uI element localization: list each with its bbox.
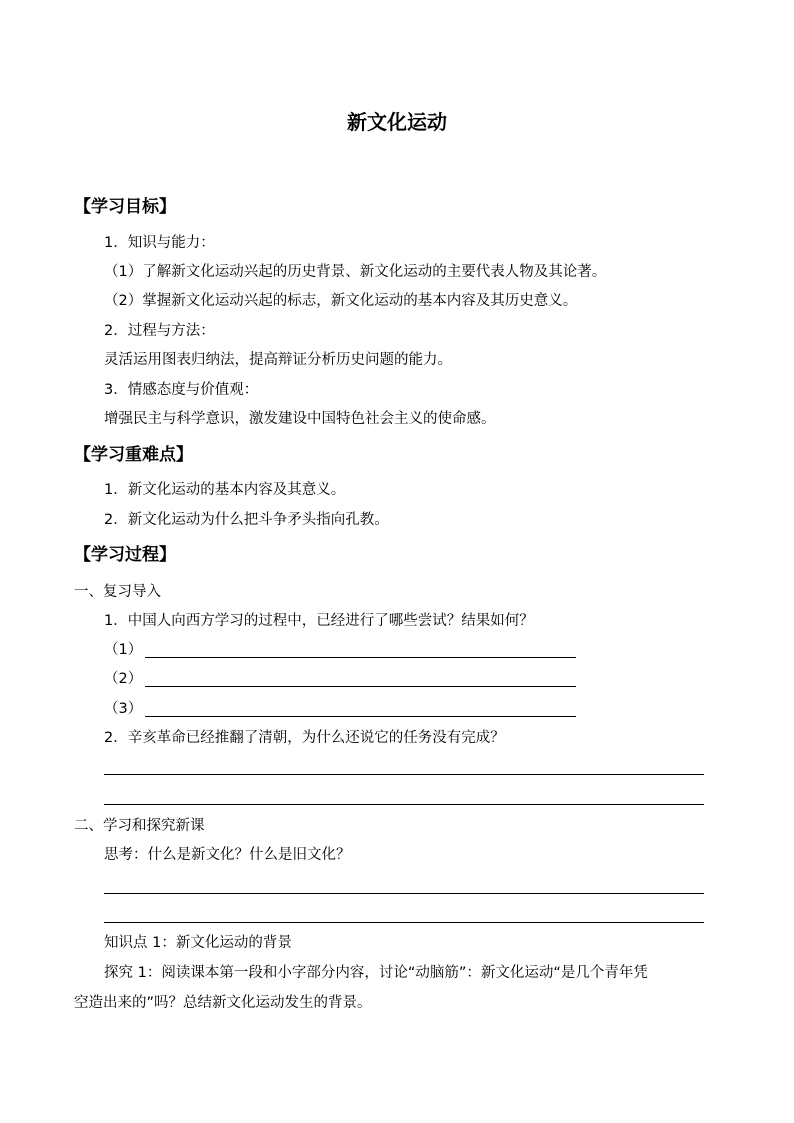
goals-line: 3．情感态度与价值观： bbox=[104, 382, 259, 398]
answer-line bbox=[145, 686, 576, 687]
think-question: 思考：什么是新文化？什么是旧文化？ bbox=[104, 847, 351, 863]
goals-heading: 【学习目标】 bbox=[74, 197, 176, 217]
question-1: 1．中国人向西方学习的过程中，已经进行了哪些尝试？结果如何？ bbox=[104, 613, 534, 629]
explore-1-line: 空造出来的”吗？总结新文化运动发生的背景。 bbox=[74, 995, 372, 1011]
question-2: 2．辛亥革命已经推翻了清朝，为什么还说它的任务没有完成？ bbox=[104, 730, 505, 746]
part1-title: 一、复习导入 bbox=[74, 584, 161, 600]
goals-line: 增强民主与科学意识，激发建设中国特色社会主义的使命感。 bbox=[104, 411, 496, 427]
blank-label: （2） bbox=[104, 671, 143, 687]
part2-title: 二、学习和探究新课 bbox=[74, 818, 205, 834]
goals-line: （2）掌握新文化运动兴起的标志，新文化运动的基本内容及其历史意义。 bbox=[104, 293, 578, 309]
knowledge-point-1: 知识点 1：新文化运动的背景 bbox=[104, 935, 292, 951]
answer-line bbox=[104, 893, 704, 894]
key-points-heading: 【学习重难点】 bbox=[74, 445, 193, 465]
goals-line: 1．知识与能力： bbox=[104, 235, 215, 251]
goals-line: （1）了解新文化运动兴起的历史背景、新文化运动的主要代表人物及其论著。 bbox=[104, 264, 607, 280]
key-point-line: 2．新文化运动为什么把斗争矛头指向孔教。 bbox=[104, 512, 389, 528]
goals-line: 灵活运用图表归纳法，提高辩证分析历史问题的能力。 bbox=[104, 352, 452, 368]
goals-line: 2．过程与方法： bbox=[104, 323, 215, 339]
explore-1-line: 探究 1：阅读课本第一段和小字部分内容，讨论“动脑筋”：新文化运动“是几个青年凭 bbox=[104, 965, 648, 981]
process-heading: 【学习过程】 bbox=[74, 545, 176, 565]
blank-label: （1） bbox=[104, 642, 143, 658]
page-title: 新文化运动 bbox=[347, 110, 447, 134]
answer-line bbox=[104, 804, 704, 805]
answer-line bbox=[145, 716, 576, 717]
blank-label: （3） bbox=[104, 701, 143, 717]
key-point-line: 1．新文化运动的基本内容及其意义。 bbox=[104, 482, 346, 498]
answer-line bbox=[104, 774, 704, 775]
answer-line bbox=[145, 657, 576, 658]
answer-line bbox=[104, 922, 704, 923]
